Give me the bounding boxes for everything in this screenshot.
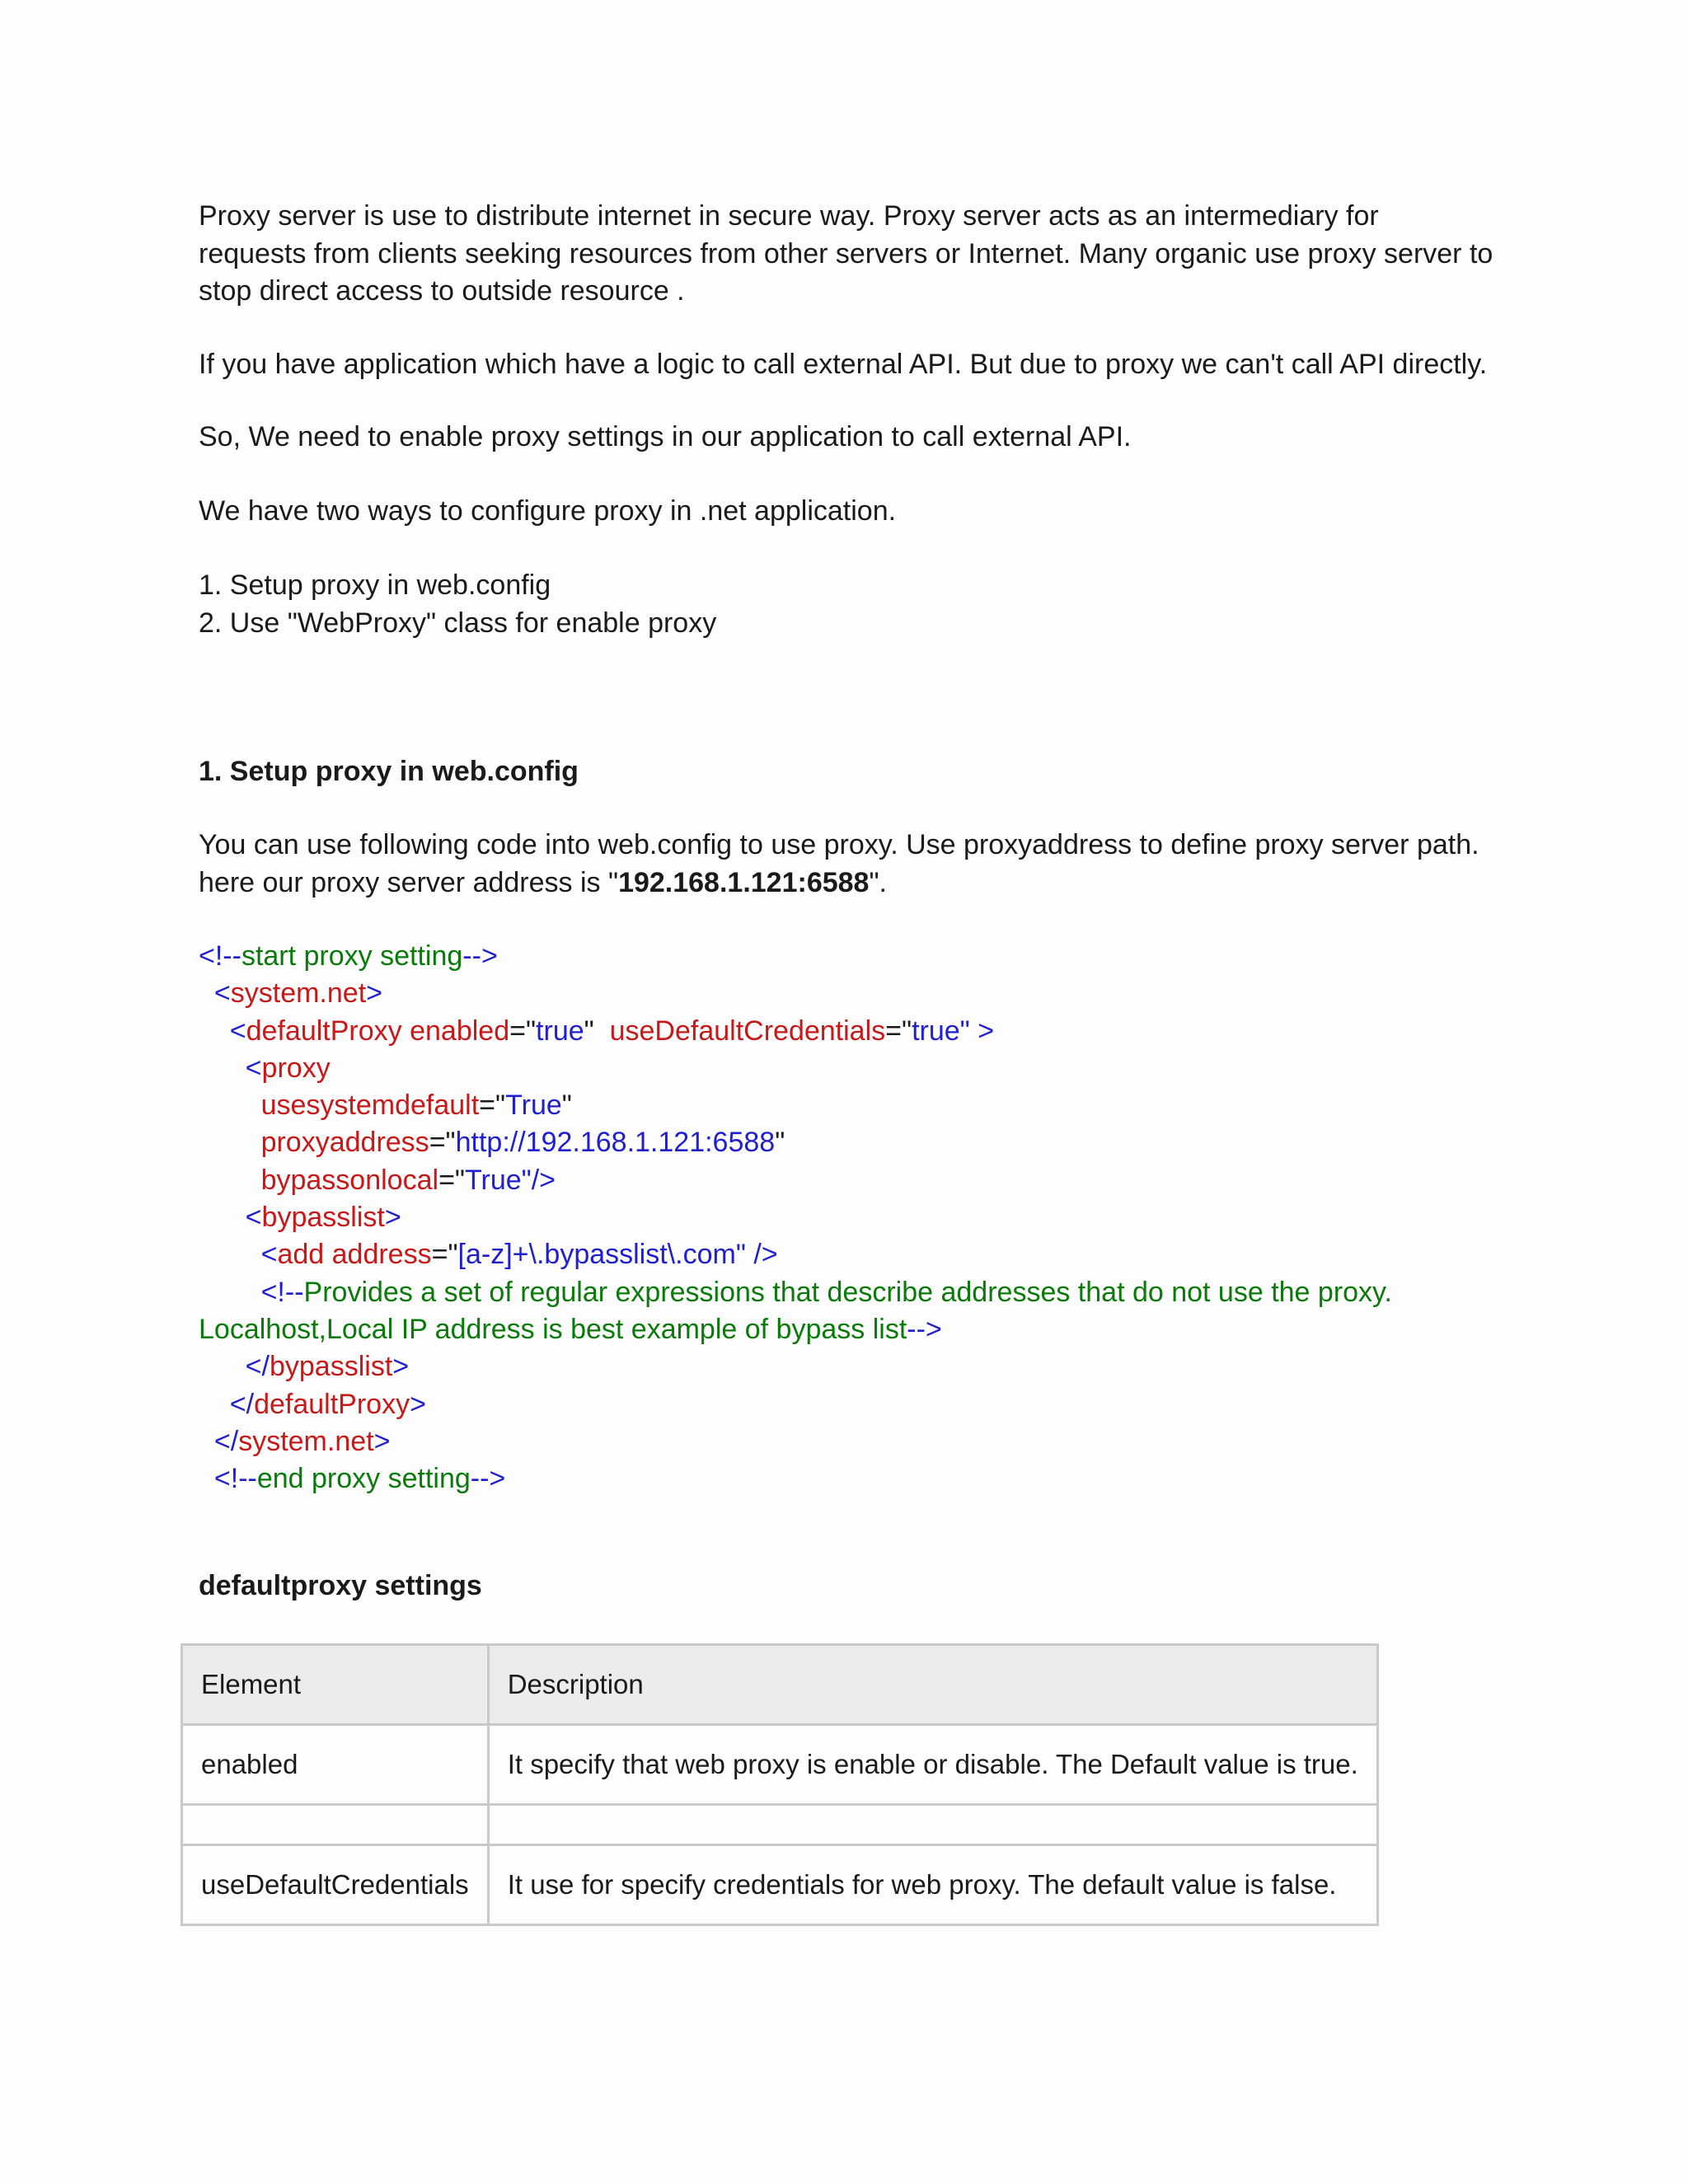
code-line: usesystemdefault="True" xyxy=(260,1090,572,1122)
code-line: <proxy xyxy=(199,1052,331,1084)
settings-heading: defaultproxy settings xyxy=(199,1570,482,1601)
section-heading: 1. Setup proxy in web.config xyxy=(199,756,579,787)
description-cell xyxy=(488,1805,1377,1845)
list-item: 2. Use "WebProxy" class for enable proxy xyxy=(199,607,717,639)
table-row-empty xyxy=(182,1805,1378,1845)
table-header-cell: Description xyxy=(488,1645,1377,1725)
description-line xyxy=(199,865,1479,902)
code-line: <bypasslist> xyxy=(199,1202,401,1234)
description-line: You can use following code into web.config to use proxy. Use proxyaddress to define proxy server path. xyxy=(199,829,1479,860)
table-row xyxy=(182,1845,1378,1925)
code-line: <!--start proxy setting--> xyxy=(199,940,498,972)
code-line: bypassonlocal="True"/> xyxy=(260,1164,556,1196)
intro-line: Proxy server is use to distribute internet in secure way. Proxy server acts as an intermediary for xyxy=(199,200,1379,232)
intro-paragraph xyxy=(199,198,1493,311)
paragraph-two-ways: We have two ways to configure proxy in .net application. xyxy=(199,495,897,527)
element-cell xyxy=(182,1805,489,1845)
code-line: proxyaddress="http://192.168.1.121:6588" xyxy=(260,1127,785,1159)
section-description xyxy=(199,827,1479,902)
element-cell: useDefaultCredentials xyxy=(182,1845,489,1925)
table-header-cell: Element xyxy=(182,1645,489,1725)
proxy-address: 192.168.1.121:6588 xyxy=(618,866,870,898)
code-line: Localhost,Local IP address is best example of bypass list--> xyxy=(199,1313,942,1345)
code-line: <!--Provides a set of regular expressions that describe addresses that do not use the proxy. xyxy=(199,1276,1392,1308)
element-cell: enabled xyxy=(182,1725,489,1805)
description-suffix: ". xyxy=(869,866,887,898)
code-line: </system.net> xyxy=(199,1425,391,1457)
code-line: <defaultProxy enabled="true" useDefaultCredentials="true" > xyxy=(199,1015,995,1047)
code-line: <system.net> xyxy=(199,977,382,1010)
ways-list xyxy=(199,567,716,642)
description-cell: It use for specify credentials for web proxy. The default value is false. xyxy=(488,1845,1377,1925)
code-line: </bypasslist> xyxy=(199,1351,410,1383)
code-line: <add address="[a-z]+\.bypasslist\.com" /> xyxy=(199,1239,778,1271)
table-row xyxy=(182,1725,1378,1805)
table-header-row xyxy=(182,1645,1378,1725)
paragraph-enable-proxy: So, We need to enable proxy settings in our application to call external API. xyxy=(199,421,1132,452)
description-prefix: here our proxy server address is " xyxy=(199,866,619,898)
intro-line: stop direct access to outside resource . xyxy=(199,275,685,307)
code-line: </defaultProxy> xyxy=(199,1388,426,1420)
description-cell: It specify that web proxy is enable or disable. The Default value is true. xyxy=(488,1725,1377,1805)
paragraph-external-api: If you have application which have a logic to call external API. But due to proxy we can't call API directly. xyxy=(199,349,1488,380)
code-block xyxy=(199,938,1392,1497)
list-item: 1. Setup proxy in web.config xyxy=(199,569,551,601)
code-line: <!--end proxy setting--> xyxy=(199,1463,506,1495)
intro-line: requests from clients seeking resources from other servers or Internet. Many organic use proxy server to xyxy=(199,237,1493,269)
settings-table xyxy=(181,1643,1379,1926)
